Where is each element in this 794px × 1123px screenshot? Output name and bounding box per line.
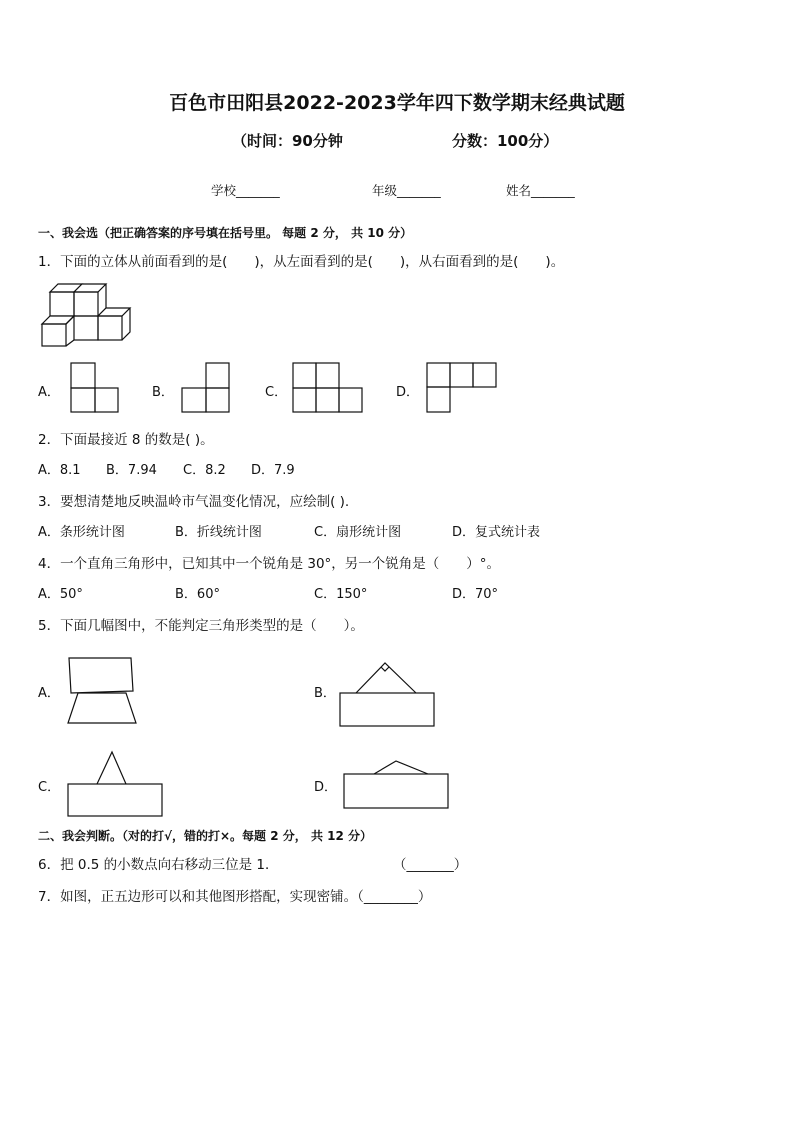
section1-title: 一、我会选（把正确答案的序号填在括号里。 每题 2 分， 共 10 分） <box>38 226 413 240</box>
q3-text: 3．要想清楚地反映温岭市气温变化情况，应绘制( ). <box>38 494 350 510</box>
q1-option-a[interactable]: A． <box>38 385 60 400</box>
q4-option-d[interactable]: D．70° <box>452 587 499 602</box>
q5-option-a[interactable]: A． <box>38 686 60 701</box>
q1-option-b[interactable]: B． <box>152 385 174 400</box>
q2-option-c[interactable]: C．8.2 <box>183 463 226 478</box>
q1-text: 1．下面的立体从前面看到的是( )，从左面看到的是( )，从右面看到的是( )。 <box>38 254 565 270</box>
q2-text: 2．下面最接近 8 的数是( )。 <box>38 432 214 448</box>
q5-option-b[interactable]: B． <box>314 686 336 701</box>
q4-option-a[interactable]: A．50° <box>38 587 83 602</box>
q6-answer-blank[interactable]: （_______） <box>393 857 468 873</box>
q5-figure-b <box>338 660 438 730</box>
q5-figure-a <box>66 657 140 725</box>
grade-field: 年级_______ <box>372 183 441 198</box>
exam-time: （时间：90分钟 <box>232 132 343 150</box>
q3-option-b[interactable]: B．折线统计图 <box>175 525 262 540</box>
school-field: 学校_______ <box>211 183 280 198</box>
q3-option-d[interactable]: D．复式统计表 <box>452 525 541 540</box>
q1-option-d[interactable]: D． <box>396 385 420 400</box>
q3-option-c[interactable]: C．扇形统计图 <box>314 525 402 540</box>
q2-option-d[interactable]: D．7.9 <box>251 463 295 478</box>
q4-option-b[interactable]: B．60° <box>175 587 220 602</box>
q3-option-a[interactable]: A．条形统计图 <box>38 525 125 540</box>
q1-solid-figure <box>40 282 135 348</box>
q1-view-c <box>292 362 366 414</box>
exam-score: 分数：100分） <box>452 132 559 150</box>
q7-text: 7．如图，正五边形可以和其他图形搭配，实现密铺。（________） <box>38 889 432 905</box>
page-title: 百色市田阳县2022-2023学年四下数学期末经典试题 <box>169 92 625 114</box>
q6-text: 6．把 0.5 的小数点向右移动三位是 1． <box>38 857 279 873</box>
q1-view-b <box>181 362 231 414</box>
q5-option-d[interactable]: D． <box>314 780 338 795</box>
q1-view-d <box>426 362 500 414</box>
name-field: 姓名_______ <box>506 183 575 198</box>
q1-view-a <box>70 362 120 414</box>
q2-option-a[interactable]: A．8.1 <box>38 463 81 478</box>
q4-text: 4．一个直角三角形中，已知其中一个锐角是 30°，另一个锐角是（ ）°。 <box>38 556 501 572</box>
q5-figure-d <box>342 758 452 814</box>
q2-option-b[interactable]: B．7.94 <box>106 463 157 478</box>
q5-text: 5．下面几幅图中，不能判定三角形类型的是（ ）。 <box>38 618 364 634</box>
q5-option-c[interactable]: C． <box>38 780 61 795</box>
section2-title: 二、我会判断。（对的打√，错的打×。每题 2 分， 共 12 分） <box>38 829 372 843</box>
q5-figure-c <box>66 750 166 820</box>
q1-option-c[interactable]: C． <box>265 385 288 400</box>
q4-option-c[interactable]: C．150° <box>314 587 368 602</box>
